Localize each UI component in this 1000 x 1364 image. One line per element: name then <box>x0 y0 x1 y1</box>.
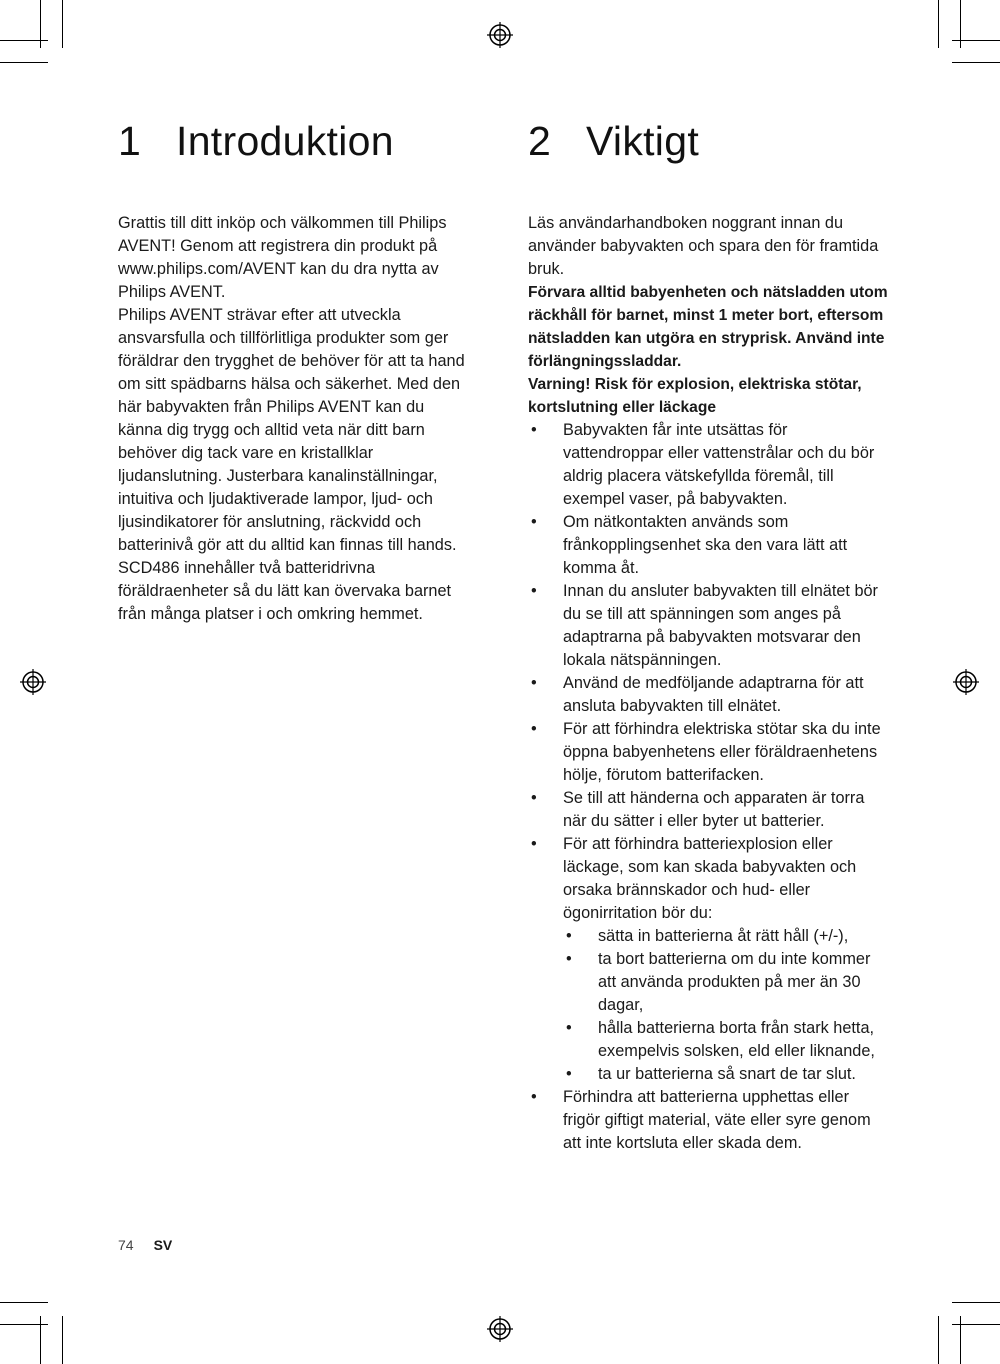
chapter-number: 1 <box>118 118 142 164</box>
registration-mark-icon <box>953 669 979 695</box>
bullet-icon: • <box>566 1019 572 1037</box>
sub-list-item-text: sätta in batterierna åt rätt håll (+/-), <box>598 927 849 945</box>
chapter-heading-introduction <box>118 118 394 165</box>
list-item-text: Förhindra att batterierna upphettas eller frigör giftigt material, väte eller syre genom att inte kortsluta eller skada dem. <box>563 1088 871 1152</box>
bullet-icon: • <box>531 720 537 738</box>
important-text <box>528 212 888 1155</box>
crop-mark <box>0 1302 48 1303</box>
page-footer <box>118 1237 172 1253</box>
chapter-title: Introduktion <box>176 118 394 164</box>
list-item-text: Babyvakten får inte utsättas för vattendroppar eller vattenstrålar och du bör aldrig placera vätskefyllda föremål, till exempel vaser, på babyvakten. <box>563 421 875 508</box>
crop-mark <box>0 1324 48 1325</box>
list-item-text: För att förhindra elektriska stötar ska du inte öppna babyenhetens eller föräldraenhetens hölje, förutom batterifacken. <box>563 720 881 784</box>
battery-sub-list <box>563 925 888 1086</box>
lead-paragraph: Läs användarhandboken noggrant innan du använder babyvakten och spara den för framtida bruk. <box>528 214 879 278</box>
safety-list <box>528 419 888 1155</box>
sub-list-item-text: ta bort batterierna om du inte kommer att använda produkten på mer än 30 dagar, <box>598 950 871 1014</box>
crop-mark <box>62 1316 63 1364</box>
bullet-icon: • <box>566 927 572 945</box>
list-item-text: Om nätkontakten används som frånkopplingsenhet ska den vara lätt att komma åt. <box>563 513 848 577</box>
language-code: SV <box>153 1237 173 1253</box>
bullet-icon: • <box>531 1088 537 1106</box>
bullet-icon: • <box>566 950 572 968</box>
sub-list-item <box>563 1017 888 1063</box>
bullet-icon: • <box>531 674 537 692</box>
intro-paragraph: Philips AVENT strävar efter att utveckla ansvarsfulla och tillförlitliga produkter som ger föräldrar den trygghet de behöver för att ta hand om sitt spädbarns hälsa och säkerhet. Med den här babyvakten från Philips AVENT kan du känna dig trygg och alltid veta när ditt barn behöver dig tack vare en kristallklar ljudanslutning. Justerbara kanalinställningar, intuitiva och ljudaktiverade lampor, ljud- och ljusindikatorer för anslutning, räckvidd och batterinivå gör att du alltid kan finnas till hands. SCD486 innehåller två batteridrivna föräldraenheter så du lätt kan övervaka barnet från många platser i och omkring hemmet. <box>118 306 465 623</box>
crop-mark <box>40 0 41 48</box>
sub-list-item <box>563 948 888 1017</box>
sub-list-item-text: hålla batterierna borta från stark hetta, exempelvis solsken, eld eller liknande, <box>598 1019 875 1060</box>
crop-mark <box>952 40 1000 41</box>
chapter-heading-important <box>528 118 699 165</box>
list-item <box>528 511 888 580</box>
bullet-icon: • <box>531 835 537 853</box>
sub-list-item <box>563 925 888 948</box>
sub-list-item <box>563 1063 888 1086</box>
bullet-icon: • <box>531 582 537 600</box>
crop-mark <box>938 1316 939 1364</box>
list-item <box>528 1086 888 1155</box>
list-item-text: För att förhindra batteriexplosion eller läckage, som kan skada babyvakten och orsaka brännskador och hud- eller ögonirritation bör du: <box>563 835 857 922</box>
list-item <box>528 580 888 672</box>
sub-list-item-text: ta ur batterierna så snart de tar slut. <box>598 1065 856 1083</box>
registration-mark-icon <box>487 1316 513 1342</box>
warning-heading: Varning! Risk för explosion, elektriska stötar, kortslutning eller läckage <box>528 376 862 416</box>
registration-mark-icon <box>20 669 46 695</box>
list-item <box>528 787 888 833</box>
bullet-icon: • <box>531 789 537 807</box>
crop-mark <box>938 0 939 48</box>
list-item-text: Se till att händerna och apparaten är torra när du sätter i eller byter ut batterier. <box>563 789 865 830</box>
list-item <box>528 833 888 1086</box>
warning-paragraph: Förvara alltid babyenheten och nätsladden utom räckhåll för barnet, minst 1 meter bort, eftersom nätsladden kan utgöra en stryprisk. Använd inte förlängningssladdar. <box>528 284 888 370</box>
bullet-icon: • <box>566 1065 572 1083</box>
registration-mark-icon <box>487 22 513 48</box>
introduction-text <box>118 212 470 626</box>
list-item-text: Använd de medföljande adaptrarna för att ansluta babyvakten till elnätet. <box>563 674 864 715</box>
list-item <box>528 672 888 718</box>
chapter-title: Viktigt <box>586 118 700 164</box>
bullet-icon: • <box>531 421 537 439</box>
list-item <box>528 718 888 787</box>
crop-mark <box>952 1302 1000 1303</box>
crop-mark <box>952 1324 1000 1325</box>
crop-mark <box>62 0 63 48</box>
bullet-icon: • <box>531 513 537 531</box>
intro-paragraph: Grattis till ditt inköp och välkommen till Philips AVENT! Genom att registrera din produkt på www.philips.com/AVENT kan du dra nytta av Philips AVENT. <box>118 214 447 301</box>
crop-mark <box>0 62 48 63</box>
list-item <box>528 419 888 511</box>
page-number: 74 <box>118 1237 134 1253</box>
crop-mark <box>952 62 1000 63</box>
chapter-number: 2 <box>528 118 552 164</box>
list-item-text: Innan du ansluter babyvakten till elnätet bör du se till att spänningen som anges på adaptrarna på babyvakten motsvarar den lokala nätspänningen. <box>563 582 878 669</box>
